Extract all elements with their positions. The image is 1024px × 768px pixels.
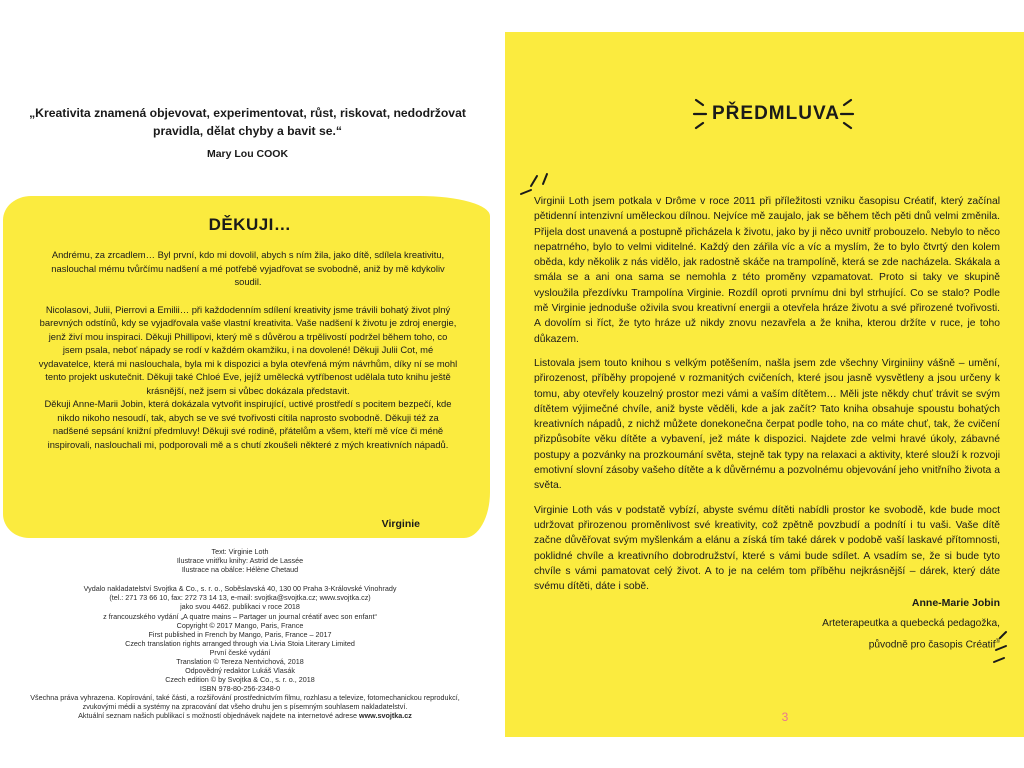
author-origin-text: původně pro časopis Créatif [868,639,996,651]
acknowledgements-signature: Virginie [381,518,420,530]
publisher-line: Translation © Tereza Nentvichová, 2018 [176,657,304,667]
publisher-line: Odpovědný redaktor Lukáš Vlasák [185,666,295,676]
rights-line [5,711,485,720]
acknowledgements-text [38,248,458,465]
author-origin [700,639,1000,650]
publisher-website: www.svojtka.cz [359,711,412,721]
rights-line: Všechna práva vyhrazena. Kopírování, také části, a rozšiřování prostřednictvím filmu, rozhlasu a televize, fotomechanickou reprodukcí, [30,693,460,702]
foreword-paragraph: Virginii Loth jsem potkala v Drôme v roce 2011 při příležitosti vzniku časopisu Créatif, který začínal pětidenní intenzivní uměleckou dílnou. Nejvíce mě zaujalo, jak se během těch pěti dnů velmi změnila. Přijela dost unavená a postupně přicházela k životu, jako by ji něco uvnitř probouzelo. Nebylo to něco nepatrného, bylo to velmi viditelné. Každý den zářila víc a víc a myslím, že to bylo čtvrtý den kolem oběda, kdy několik z nás vidělo, jak radostně skáče na trampolíně, která se zde nacházela. Skákala a smála se a ani ona sama se nemohla z této proměny vzpamatovat. Proto si taky ve skupině vysloužila přezdívku Trampolína Virginie. Rozdíl oproti prvnímu dni byl strhující. Co se stalo? Podle mě Virginie jednoduše oživila svou kreativní energii a otevřela hráze životu a své přirozené tvořivosti. A dovolím si říct, že tyto hráze už nikdy znovu nezavřela a že kniha, kterou držíte v ruce, je toho důkazem. [534,196,1000,345]
rights-line: zvukovými médii a systémy na zpracování dat všeho druhu jen s písemným souhlasem nakladatelství. [82,702,408,712]
foreword-paragraph: Listovala jsem touto knihou s velkým potěšením, našla jsem zde všechny Virginiiny vášně – umění, přirozenost, příběhy propojené v rozmanitých cvičeních, které jsou jasně vysvětleny a jsou určeny k tomu, aby otevřely kouzelný prostor mezi vámi a vaším dítětem… Měli jste někdy chuť trávit se svým dítětem výjimečné chvíle, aniž byste věděli, kde a jak začít? Tato kniha obsahuje spoustu bohatých kreativních nápadů, z nichž můžete donekonečna čerpat podle toho, na co máte chuť, tak, že cvičení přizpůsobíte věku dítěte a vybavení, jež máte k dispozici. Najdete zde velmi hravé úkoly, zábavné postupy a pozvánky na prozkoumání světa, stejně tak typy na relaxaci a aktivity, které slouží k rozvoji emotivní slovní zásoby vašeho dítěte a k důvěrnému a pozvolnému objevování jeho vnitřního života a světa. [534,357,1000,492]
publisher-line: Vydalo nakladatelství Svojtka & Co., s. r. o., Soběslavská 40, 130 00 Praha 3-Královské Vinohrady [83,584,397,594]
credit-line: Ilustrace vnitřku knihy: Astrid de Lassée [176,556,304,566]
foreword-author: Anne-Marie Jobin [911,597,1000,609]
acknowledgements-paragraph: Andrému, za zrcadlem… Byl první, kdo mi dovolil, abych s ním žila, jako dítě, sdílela kreativitu, naslouchal mému tvůrčímu nadšení a mé potřebě vyjadřovat se svobodně, aniž by mě kdykoliv soudil. [51,249,445,287]
epigraph-quote: „Kreativita znamená objevovat, experimentovat, růst, riskovat, nedodržovat pravidla, dělat chyby a bavit se.“ [29,106,466,138]
page-title: PŘEDMLUVA [712,103,840,124]
publisher-line: Czech translation rights arranged through via Livia Stoia Literary Limited [125,638,355,648]
publisher-line: ISBN 978-80-256-2348-0 [199,684,281,694]
page-number: 3 [781,710,789,724]
foreword-paragraph: Virginie Loth vás v podstatě vybízí, abyste svému dítěti nabídli prostor ke svobodě, kde bude moct udržovat přirozenou proměnlivost své kreativity, což zpětně povzbudí a podnítí i tu vaši. Vaše dítě začne důvěřovat svým myšlenkám a elánu a získá tím také dárek v podobě vaší laskavé přítomnosti, poklidné chvíle a kreativního dobrodružství, které s vámi bude sdílet. A vsadím se, že si bude tyto chvíle s vámi pamatovat celý život. A to je na celém tom příběhu nejkrásnější – dárek, který dáte svému dítěti, dáte i sobě. [534,504,1000,593]
rights-notice [5,693,485,720]
rights-catalog-text: Aktuální seznam našich publikací s možností objednávek najdete na internetové adrese [78,711,357,721]
epigraph-author: Mary Lou COOK [206,148,289,160]
publisher-line: Czech edition © by Svojtka & Co., s. r. o., 2018 [165,675,315,685]
acknowledgements-title: DĚKUJI… [208,215,292,234]
sparkle-left-icon [688,94,712,134]
publisher-line: První české vydání [209,647,271,657]
sparkle-right-icon [835,94,859,134]
colophon [40,547,440,693]
publisher-line: Copyright © 2017 Mango, Paris, France [176,620,304,630]
acknowledgements-paragraph: Nicolasovi, Julii, Pierrovi a Emilii… při každodenním sdílení kreativity jsme trávili bohatý život plný barevných odstínů, kdy se vyjadřovala vaše vlastní kreativita. Vaše nadšení k životu je zdroj energie, jenž živí mou inspiraci. Děkuji Phillipovi, který mě s důvěrou a trpělivostí podržel během toho, co jsem psala, neboť nápady se rodí v každém okamžiku, i na dovolené! Děkuji Julii Cot, mé vydavatelce, která mi naslouchala, byla mi k dispozici a byla otevřená mým návrhům, díky ní se mohl tento projekt uskutečnit. Děkuji také Chloé Eve, jejíž umělecká vytříbenost udělala tuto knihu ještě krásnější, než jsem si vůbec dokázala představit. [38,303,458,396]
acknowledgements-paragraph: Děkuji Anne-Marii Jobin, která dokázala vytvořit inspirující, uctivé prostředí s pocitem bezpečí, kde nikdo nikoho nesoudí, tak, abych se ve své tvořivosti cítila naprosto svobodně. Děkuji též za nadšené sepsání knižní předmluvy! Děkuji své rodině, přátelům a všem, kteří mě více či méně inspirovali, naslouchali mi, podporovali mě a s chutí zkoušeli některé z mých kreativních nápadů. [44,398,452,450]
publisher-line: First published in French by Mango, Paris, France – 2017 [148,629,332,639]
publisher-line: z francouzského vydání „A quatre mains – Partager un journal créatif avec son enfant“ [103,611,377,621]
foreword-text [534,194,1000,603]
credit-line: Ilustrace na obálce: Hélène Chetaud [181,565,299,575]
registered-mark: ® [995,639,1000,645]
publisher-line: jako svou 4462. publikaci v roce 2018 [180,602,300,612]
author-role: Arteterapeutka a quebecká pedagožka, [822,618,1000,629]
publisher-line: (tel.: 271 73 66 10, fax: 272 73 14 13, e-mail: svojtka@svojtka.cz; www.svojtka.cz) [109,593,371,603]
credit-line: Text: Virginie Loth [211,547,269,556]
